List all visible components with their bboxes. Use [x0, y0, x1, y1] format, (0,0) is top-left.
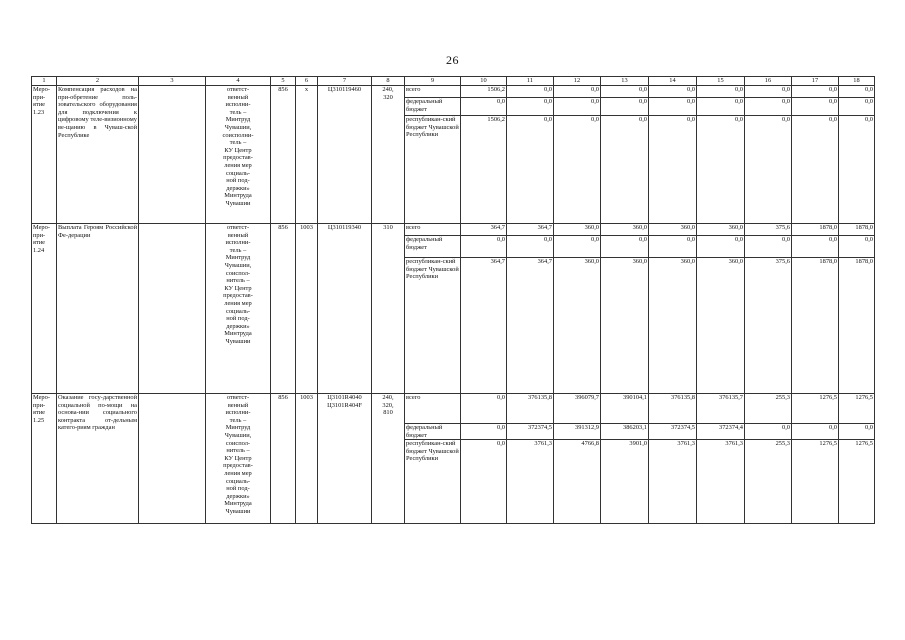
column-number-cell: 11: [507, 77, 554, 86]
column-number-cell: 8: [372, 77, 405, 86]
responsible-executor-cell: ответст- венный исполни- тель – Минтруд Чувашии, соиспол- нитель – КУ Центр предостав- ления мер социаль- ной под- держки» Минтруда Чувашии: [206, 224, 271, 394]
amount-cell: 372374,5: [507, 424, 554, 440]
amount-cell: 0,0: [507, 116, 554, 224]
empty-cell: [139, 224, 206, 394]
measure-name-cell: Оказание госу-дарственной социальной по-мощи на основа-нии социального контракта от-дельным катего-риям граждан: [57, 394, 139, 524]
column-number-cell: 15: [697, 77, 745, 86]
responsible-executor-cell: ответст- венный исполни- тель – Минтруд Чувашии, соиспол- нитель – КУ Центр предостав- ления мер социаль- ной под- держки» Минтруда Чувашии: [206, 394, 271, 524]
column-number-cell: 1: [32, 77, 57, 86]
amount-cell: 0,0: [601, 116, 649, 224]
grbs-code-cell: 856: [271, 394, 296, 524]
table-row: [32, 394, 875, 424]
amount-cell: 0,0: [697, 116, 745, 224]
amount-cell: 0,0: [649, 236, 697, 258]
measure-name-cell: Выплата Героям Российской Фе-дерации: [57, 224, 139, 394]
amount-cell: 0,0: [745, 236, 792, 258]
column-number-cell: 5: [271, 77, 296, 86]
amount-cell: 0,0: [745, 98, 792, 116]
amount-cell: 360,0: [697, 258, 745, 394]
amount-cell: 255,3: [745, 440, 792, 524]
expense-type-cell: 310: [372, 224, 405, 394]
amount-cell: 0,0: [461, 424, 507, 440]
amount-cell: 0,0: [554, 86, 601, 98]
amount-cell: 360,0: [601, 224, 649, 236]
funding-source-cell: федеральный бюджет: [405, 236, 461, 258]
amount-cell: 390104,1: [601, 394, 649, 424]
section-code-cell: х: [296, 86, 318, 224]
funding-source-cell: всего: [405, 394, 461, 424]
empty-cell: [139, 86, 206, 224]
amount-cell: 0,0: [649, 116, 697, 224]
amount-cell: 0,0: [601, 86, 649, 98]
amount-cell: 360,0: [554, 224, 601, 236]
amount-cell: 0,0: [461, 236, 507, 258]
amount-cell: 0,0: [461, 394, 507, 424]
column-number-cell: 18: [839, 77, 875, 86]
amount-cell: 3761,3: [507, 440, 554, 524]
funding-source-cell: республикан-ский бюджет Чувашской Республики: [405, 258, 461, 394]
amount-cell: 376135,8: [507, 394, 554, 424]
amount-cell: 372374,4: [697, 424, 745, 440]
column-number-cell: 6: [296, 77, 318, 86]
column-number-cell: 16: [745, 77, 792, 86]
funding-source-cell: федеральный бюджет: [405, 98, 461, 116]
amount-cell: 0,0: [792, 98, 839, 116]
page-number: 26: [446, 53, 459, 67]
amount-cell: 0,0: [792, 86, 839, 98]
amount-cell: 1878,0: [792, 224, 839, 236]
amount-cell: 360,0: [554, 258, 601, 394]
expense-type-cell: 240, 320, 810: [372, 394, 405, 524]
grbs-code-cell: 856: [271, 86, 296, 224]
amount-cell: 0,0: [697, 236, 745, 258]
measure-id-cell: Меро- при- ятие 1.23: [32, 86, 57, 224]
funding-source-cell: всего: [405, 86, 461, 98]
amount-cell: 0,0: [554, 98, 601, 116]
amount-cell: 0,0: [601, 98, 649, 116]
column-number-cell: 2: [57, 77, 139, 86]
amount-cell: 391312,9: [554, 424, 601, 440]
target-article-cell: Ц310119460: [318, 86, 372, 224]
amount-cell: 386203,1: [601, 424, 649, 440]
amount-cell: 0,0: [839, 424, 875, 440]
amount-cell: 360,0: [649, 258, 697, 394]
amount-cell: 0,0: [461, 98, 507, 116]
header-row: [32, 77, 875, 86]
measure-id-cell: Меро- при- ятие 1.25: [32, 394, 57, 524]
amount-cell: 360,0: [697, 224, 745, 236]
column-number-cell: 10: [461, 77, 507, 86]
column-number-cell: 13: [601, 77, 649, 86]
grbs-code-cell: 856: [271, 224, 296, 394]
amount-cell: 396079,7: [554, 394, 601, 424]
responsible-executor-cell: ответст- венный исполни- тель – Минтруд Чувашии, соисполни- тель – КУ Центр предостав- ления мер социаль- ной под- держки» Минтруда Чувашии: [206, 86, 271, 224]
amount-cell: 0,0: [649, 98, 697, 116]
amount-cell: 1276,5: [792, 394, 839, 424]
target-article-cell: Ц3101R4040 Ц3101R404F: [318, 394, 372, 524]
funding-source-cell: республикан-ский бюджет Чувашской Республики: [405, 440, 461, 524]
funding-source-cell: республикан-ский бюджет Чувашской Республики: [405, 116, 461, 224]
amount-cell: 364,7: [507, 224, 554, 236]
amount-cell: 1878,0: [839, 258, 875, 394]
amount-cell: 0,0: [792, 236, 839, 258]
amount-cell: 360,0: [649, 224, 697, 236]
amount-cell: 364,7: [461, 258, 507, 394]
column-number-cell: 14: [649, 77, 697, 86]
amount-cell: 0,0: [745, 116, 792, 224]
amount-cell: 0,0: [745, 424, 792, 440]
column-number-cell: 12: [554, 77, 601, 86]
amount-cell: 0,0: [697, 98, 745, 116]
amount-cell: 0,0: [507, 86, 554, 98]
amount-cell: 1276,5: [792, 440, 839, 524]
table-row: [32, 224, 875, 236]
column-number-cell: 9: [405, 77, 461, 86]
amount-cell: 0,0: [839, 98, 875, 116]
budget-table: [31, 76, 875, 524]
amount-cell: 375,6: [745, 258, 792, 394]
amount-cell: 0,0: [554, 116, 601, 224]
expense-type-cell: 240, 320: [372, 86, 405, 224]
amount-cell: 364,7: [507, 258, 554, 394]
amount-cell: 0,0: [839, 116, 875, 224]
amount-cell: 375,6: [745, 224, 792, 236]
amount-cell: 1878,0: [839, 224, 875, 236]
table-row: [32, 86, 875, 98]
amount-cell: 3901,0: [601, 440, 649, 524]
column-number-cell: 4: [206, 77, 271, 86]
measure-id-cell: Меро- при- ятие 1.24: [32, 224, 57, 394]
amount-cell: 255,3: [745, 394, 792, 424]
amount-cell: 1276,5: [839, 440, 875, 524]
amount-cell: 0,0: [792, 424, 839, 440]
section-code-cell: 1003: [296, 394, 318, 524]
amount-cell: 1506,2: [461, 86, 507, 98]
amount-cell: 0,0: [507, 236, 554, 258]
funding-source-cell: всего: [405, 224, 461, 236]
amount-cell: 3761,3: [697, 440, 745, 524]
amount-cell: 1878,0: [792, 258, 839, 394]
amount-cell: 0,0: [554, 236, 601, 258]
amount-cell: 0,0: [839, 86, 875, 98]
amount-cell: 0,0: [697, 86, 745, 98]
amount-cell: 0,0: [649, 86, 697, 98]
amount-cell: 1506,2: [461, 116, 507, 224]
amount-cell: 0,0: [461, 440, 507, 524]
amount-cell: 372374,5: [649, 424, 697, 440]
amount-cell: 364,7: [461, 224, 507, 236]
amount-cell: 0,0: [839, 236, 875, 258]
empty-cell: [139, 394, 206, 524]
section-code-cell: 1003: [296, 224, 318, 394]
target-article-cell: Ц310119340: [318, 224, 372, 394]
amount-cell: 0,0: [745, 86, 792, 98]
measure-name-cell: Компенсация расходов на при-обретение поль-зовательского оборудования для подключения к цифровому теле-визионному ве-щанию в Чуваш-ской Республике: [57, 86, 139, 224]
column-number-cell: 3: [139, 77, 206, 86]
amount-cell: 0,0: [507, 98, 554, 116]
amount-cell: 3761,3: [649, 440, 697, 524]
amount-cell: 360,0: [601, 258, 649, 394]
funding-source-cell: федеральный бюджет: [405, 424, 461, 440]
column-number-cell: 17: [792, 77, 839, 86]
amount-cell: 376135,7: [697, 394, 745, 424]
amount-cell: 1276,5: [839, 394, 875, 424]
amount-cell: 0,0: [601, 236, 649, 258]
amount-cell: 376135,8: [649, 394, 697, 424]
amount-cell: 0,0: [792, 116, 839, 224]
amount-cell: 4766,8: [554, 440, 601, 524]
column-number-cell: 7: [318, 77, 372, 86]
